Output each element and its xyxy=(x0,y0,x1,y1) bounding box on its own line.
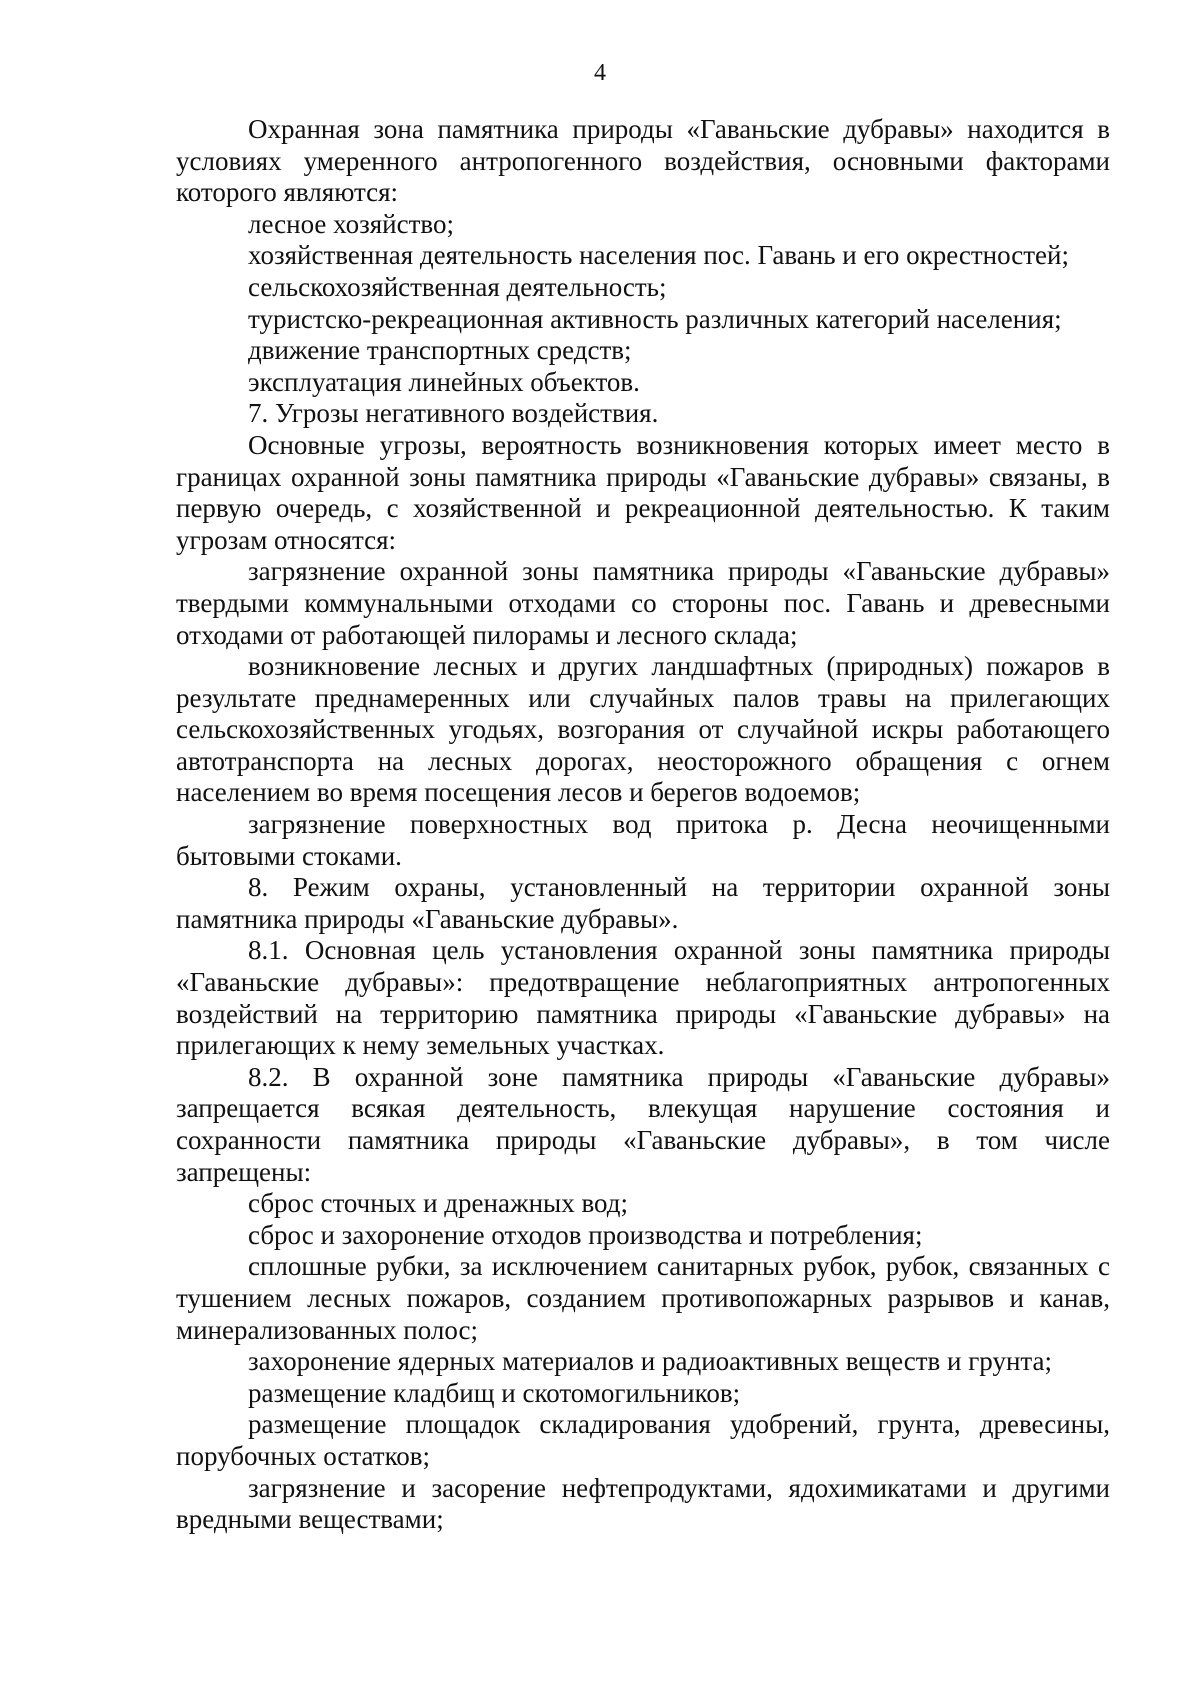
paragraph: 8. Режим охраны, установленный на территории охранной зоны памятника природы «Гаваньские дубравы». xyxy=(176,872,1110,934)
paragraph: загрязнение охранной зоны памятника природы «Гаваньские дубравы» твердыми коммунальными отходами со стороны пос. Гавань и древесными отходами от работающей пилорамы и лесного склада; xyxy=(176,556,1110,650)
list-item: сельскохозяйственная деятельность; xyxy=(248,271,667,302)
page-number: 4 xyxy=(594,60,606,86)
paragraph: размещение площадок складирования удобрений, грунта, древесины, порубочных остатков; xyxy=(176,1409,1110,1471)
paragraph: Основные угрозы, вероятность возникновения которых имеет место в границах охранной зоны памятника природы «Гаваньские дубравы» связаны, в первую очередь, с хозяйственной и рекреационной деятельностью. К таким угрозам относятся: xyxy=(176,429,1110,555)
paragraph: возникновение лесных и других ландшафтных (природных) пожаров в результате преднамеренных или случайных палов травы на прилегающих сельскохозяйственных угодьях, возгорания от случайной искры работающего автотранспорта на лесных дорогах, неосторожного обращения с огнем населением во время посещения лесов и берегов водоемов; xyxy=(176,651,1110,808)
list-item: туристско-рекреационная активность различных категорий населения; xyxy=(248,303,1062,334)
paragraph: загрязнение поверхностных вод притока р. Десна неочищенными бытовыми стоками. xyxy=(176,809,1110,871)
list-item: 7. Угрозы негативного воздействия. xyxy=(248,398,659,429)
paragraph: 8.1. Основная цель установления охранной зоны памятника природы «Гаваньские дубравы»: предотвращение неблагоприятных антропогенных воздействий на территорию памятника природы «Гаваньские дубравы» на прилегающих к нему земельных участках. xyxy=(176,935,1110,1061)
list-item: эксплуатация линейных объектов. xyxy=(248,366,640,397)
paragraph: загрязнение и засорение нефтепродуктами, ядохимикатами и другими вредными веществами; xyxy=(176,1472,1110,1535)
list-item: лесное хозяйство; xyxy=(248,208,454,239)
list-item: сброс и захоронение отходов производства и потребления; xyxy=(248,1219,923,1250)
paragraph: сплошные рубки, за исключением санитарных рубок, рубок, связанных с тушением лесных пожаров, созданием противопожарных разрывов и канав, минерализованных полос; xyxy=(176,1251,1110,1345)
list-item: сброс сточных и дренажных вод; xyxy=(248,1188,628,1219)
list-item: хозяйственная деятельность населения пос. Гавань и его окрестностей; xyxy=(248,240,1069,271)
list-item: размещение кладбищ и скотомогильников; xyxy=(248,1377,741,1408)
document-body xyxy=(176,114,1110,1536)
list-item: захоронение ядерных материалов и радиоактивных веществ и грунта; xyxy=(248,1346,1053,1377)
list-item: движение транспортных средств; xyxy=(248,335,632,366)
paragraph: 8.2. В охранной зоне памятника природы «Гаваньские дубравы» запрещается всякая деятельность, влекущая нарушение состояния и сохранности памятника природы «Гаваньские дубравы», в том числе запрещены: xyxy=(176,1061,1110,1187)
paragraph: Охранная зона памятника природы «Гаваньские дубравы» находится в условиях умеренного антропогенного воздействия, основными факторами которого являются: xyxy=(176,114,1110,208)
